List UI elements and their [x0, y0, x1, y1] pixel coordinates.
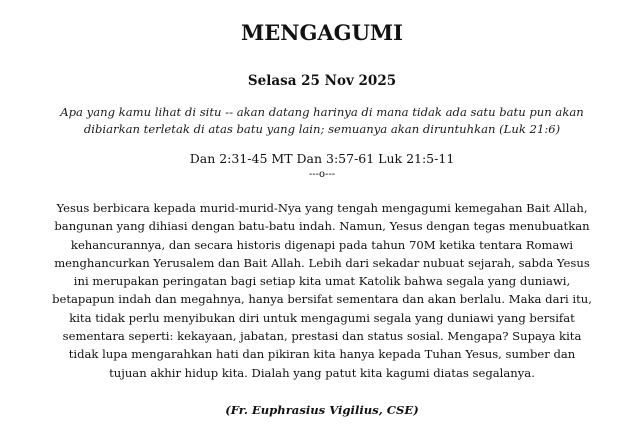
- reflection-text: Yesus berbicara kepada murid-murid-Nya yang tengah mengagumi kemegahan Bait Allah, bangunan yang dihiasi dengan batu-batu indah. Namun, Yesus dengan tegas menubuatkan kehancurannya, dan secara historis digenapi pada tahun 70M ketika tentara Romawi menghancurkan Yerusalem dan Bait Allah. Lebih dari sekadar nubuat sejarah, sabda Yesus ini merupakan peringatan bagi setiap kita umat Katolik bahwa segala yang duniawi, betapapun indah dan megahnya, hanya bersifat sementara dan akan berlalu. Maka dari itu, kita tidak perlu menyibukan diri untuk mengagumi segala yang duniawi yang bersifat sementara seperti: kekayaan, jabatan, prestasi dan status sosial. Mengapa? Supaya kita tidak lupa mengarahkan hati dan pikiran kita hanya kepada Tuhan Yesus, sumber dan tujuan akhir hidup kita. Dialah yang patut kita kagumi diatas segalanya.: [52, 201, 592, 380]
- reading-references: Dan 2:31-45 MT Dan 3:57-61 Luk 21:5-11: [189, 151, 455, 166]
- page-title: MENGAGUMI: [241, 20, 403, 45]
- separator: ---o---: [308, 169, 336, 180]
- author-signature: (Fr. Euphrasius Vigilius, CSE): [225, 403, 419, 417]
- date-line: Selasa 25 Nov 2025: [247, 73, 397, 89]
- scripture-quote: Apa yang kamu lihat di situ -- akan datang harinya di mana tidak ada satu batu pun akan dibiarkan terletak di atas batu yang lain; semuanya akan diruntuhkan (Luk 21:6): [60, 105, 584, 136]
